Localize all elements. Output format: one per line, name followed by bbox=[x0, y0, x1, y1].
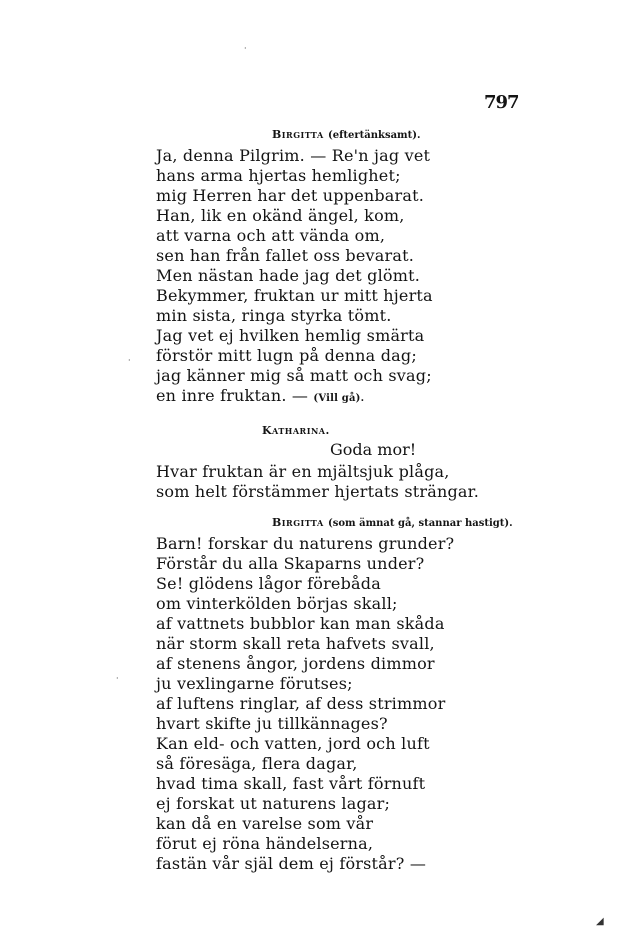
verse-line: att varna och att vända om, bbox=[156, 226, 386, 245]
stage-direction: (som ämnat gå, stannar hastigt). bbox=[328, 518, 513, 529]
verse-line: af vattnets bubblor kan man skåda bbox=[156, 614, 445, 633]
verse-line: hans arma hjertas hemlighet; bbox=[156, 166, 401, 185]
verse-line: ju vexlingarne förutses; bbox=[156, 674, 353, 693]
verse-line: Barn! forskar du naturens grunder? bbox=[156, 534, 455, 553]
verse-line: af stenens ångor, jordens dimmor bbox=[156, 654, 435, 673]
verse-line: fastän vår själ dem ej förstår? — bbox=[156, 854, 427, 873]
verse-line: om vinterkölden börjas skall; bbox=[156, 594, 398, 613]
print-speck: · bbox=[128, 356, 131, 365]
speaker-name: Birgitta bbox=[272, 516, 324, 529]
print-speck: ◢ bbox=[596, 916, 604, 927]
verse-line: Kan eld- och vatten, jord och luft bbox=[156, 734, 430, 753]
verse-line: min sista, ringa styrka tömt. bbox=[156, 306, 392, 325]
verse-line-with-direction bbox=[156, 386, 433, 406]
exit-direction: (Vill gå). bbox=[313, 393, 365, 404]
speaker-heading-birgitta-2 bbox=[272, 516, 513, 529]
stage-direction: (eftertänksamt). bbox=[328, 130, 421, 141]
verse-line: Han, lik en okänd ängel, kom, bbox=[156, 206, 405, 225]
print-speck: · bbox=[244, 44, 247, 53]
verse-line: hvart skifte ju tillkännages? bbox=[156, 714, 388, 733]
verse-line: Ja, denna Pilgrim. — Re'n jag vet bbox=[156, 146, 431, 165]
verse-line: förstör mitt lugn på denna dag; bbox=[156, 346, 417, 365]
verse-line: af luftens ringlar, af dess strimmor bbox=[156, 694, 446, 713]
verse-line: förut ej röna händelserna, bbox=[156, 834, 374, 853]
verse-line-text: en inre fruktan. — bbox=[156, 386, 309, 405]
verse-line: Men nästan hade jag det glömt. bbox=[156, 266, 421, 285]
verse-line: Se! glödens lågor förebåda bbox=[156, 574, 381, 593]
verse-line: när storm skall reta hafvets svall, bbox=[156, 634, 435, 653]
speaker-name: Birgitta bbox=[272, 128, 324, 141]
reply-text: Goda mor! bbox=[330, 440, 417, 459]
verse-line: Jag vet ej hvilken hemlig smärta bbox=[156, 326, 425, 345]
verse-line: mig Herren har det uppenbarat. bbox=[156, 186, 425, 205]
verse-line: Förstår du alla Skaparns under? bbox=[156, 554, 425, 573]
print-speck: · bbox=[116, 674, 119, 683]
verse-line: Hvar fruktan är en mjältsjuk plåga, bbox=[156, 462, 450, 481]
verse-line: jag känner mig så matt och svag; bbox=[156, 366, 432, 385]
verse-line: Bekymmer, fruktan ur mitt hjerta bbox=[156, 286, 433, 305]
page-number: 797 bbox=[484, 92, 519, 113]
verse-line: ej forskat ut naturens lagar; bbox=[156, 794, 391, 813]
speaker-heading-katharina: Katharina. bbox=[262, 424, 330, 437]
verse-block-3 bbox=[156, 534, 454, 874]
verse-line: som helt förstämmer hjertats strängar. bbox=[156, 482, 480, 501]
verse-line: så föresäga, flera dagar, bbox=[156, 754, 358, 773]
verse-block-1 bbox=[156, 146, 433, 406]
verse-line: sen han från fallet oss bevarat. bbox=[156, 246, 415, 265]
verse-line: hvad tima skall, fast vårt förnuft bbox=[156, 774, 426, 793]
verse-block-2 bbox=[156, 462, 479, 502]
verse-line: kan då en varelse som vår bbox=[156, 814, 374, 833]
speaker-heading-birgitta bbox=[272, 128, 420, 141]
